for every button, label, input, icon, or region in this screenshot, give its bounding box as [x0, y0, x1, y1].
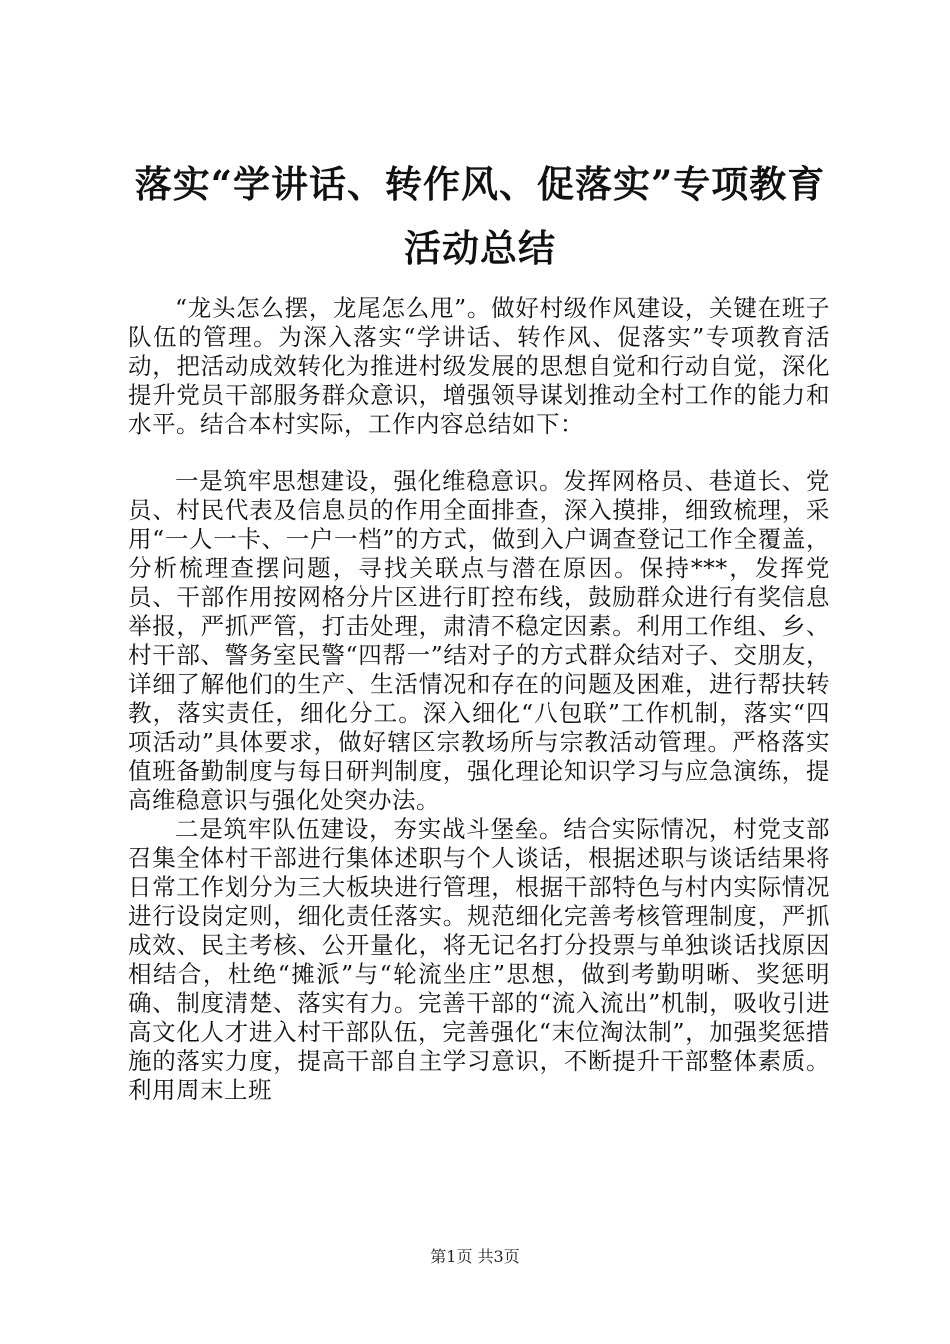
paragraph-intro: “龙头怎么摆，龙尾怎么甩”。做好村级作风建设，关键在班子队伍的管理。为深入落实“学讲话、转作风、促落实”专项教育活动，把活动成效转化为推进村级发展的思想自觉和行动自觉，深化提升党员干部服务群众意识，增强领导谋划推动全村工作的能力和水平。结合本村实际，工作内容总结如下： [128, 294, 830, 438]
paragraph-point-two: 二是筑牢队伍建设，夯实战斗堡垒。结合实际情况，村党支部召集全体村干部进行集体述职与个人谈话，根据述职与谈话结果将日常工作划分为三大板块进行管理，根据干部特色与村内实际情况进行设岗定则，细化责任落实。规范细化完善考核管理制度，严抓成效、民主考核、公开量化，将无记名打分投票与单独谈话找原因相结合，杜绝“摊派”与“轮流坐庄”思想，做到考勤明晰、奖惩明确、制度清楚、落实有力。完善干部的“流入流出”机制，吸收引进高文化人才进入村干部队伍，完善强化“末位淘汰制”，加强奖惩措施的落实力度，提高干部自主学习意识，不断提升干部整体素质。利用周末上班 [128, 815, 830, 1104]
document-body [128, 294, 830, 1105]
document-title: 落实“学讲话、转作风、促落实”专项教育活动总结 [134, 162, 826, 270]
page-number-footer: 第1页 共3页 [430, 1247, 520, 1266]
paragraph-point-one: 一是筑牢思想建设，强化维稳意识。发挥网格员、巷道长、党员、村民代表及信息员的作用全面排查，深入摸排，细致梳理，采用“一人一卡、一户一档”的方式，做到入户调查登记工作全覆盖，分析梳理查摆问题，寻找关联点与潜在原因。保持***，发挥党员、干部作用按网格分片区进行盯控布线，鼓励群众进行有奖信息举报，严抓严管，打击处理，肃清不稳定因素。利用工作组、乡、村干部、警务室民警“四帮一”结对子的方式群众结对子、交朋友，详细了解他们的生产、生活情况和存在的问题及困难，进行帮扶转教，落实责任，细化分工。深入细化“八包联”工作机制，落实“四项活动”具体要求，做好辖区宗教场所与宗教活动管理。严格落实值班备勤制度与每日研判制度，强化理论知识学习与应急演练，提高维稳意识与强化处突办法。 [128, 467, 830, 814]
